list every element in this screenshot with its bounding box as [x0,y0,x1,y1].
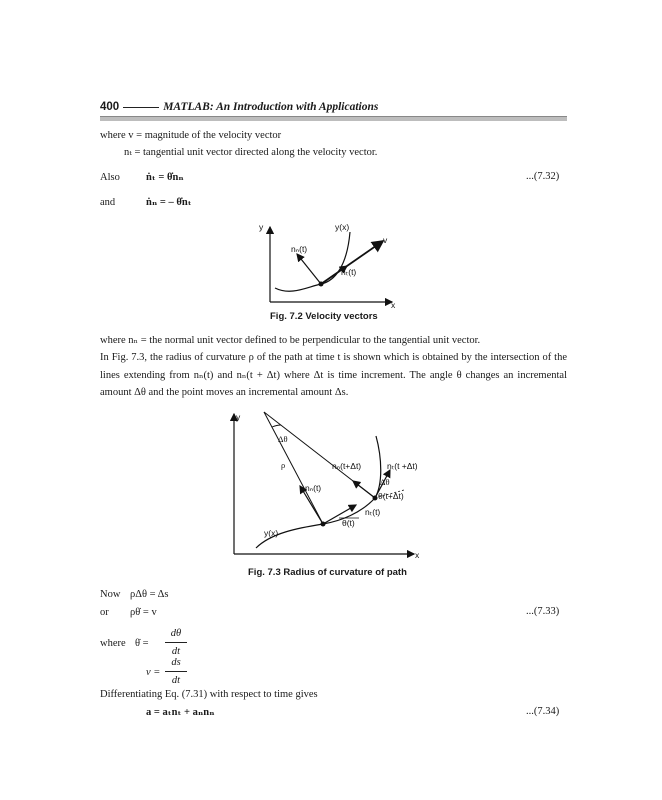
page-number: 400 [100,101,120,113]
fig73-nn-tdt-arrow [353,481,375,498]
fig73-curve-label: y(x) [264,528,279,538]
equation-7-32-b: ṅₙ = – θ̇nₜ [146,197,192,208]
fig73-dtheta-mid: Δθ [380,477,390,487]
fig72-nt-label: nₜ(t) [341,267,357,277]
header-rule [100,116,567,121]
fraction-bar-2 [165,671,187,672]
fig73-x-label: x [415,550,420,560]
now-label: Now [100,589,121,600]
fig73-dtheta-top: Δθ [278,434,288,444]
fig73-radius-line-1 [264,412,323,524]
fig73-nt-t-dt-label: nₜ(t +Δt) [387,461,418,471]
fig73-y-label: y [236,412,241,422]
and-label: and [100,197,116,208]
fig73-caption: Fig. 7.3 Radius of curvature of path [248,567,407,578]
book-title: MATLAB: An Introduction with Applications [163,101,379,113]
fraction-bar-1 [165,642,187,643]
definition-line-nt: nₜ = tangential unit vector directed along the velocity vector. [124,147,378,158]
paragraph-normal-vector: where nₙ = the normal unit vector defined to be perpendicular to the tangential unit vector. [100,335,481,346]
fig73-theta-t-dt-label: θ(t+Δt) [378,491,404,501]
now-equation: ρΔθ = Δs [130,589,169,600]
fig72-nn-arrow [297,254,321,284]
fig73-theta-t-label: θ(t) [342,518,355,528]
final-equation: a = aₜnₜ + aₙnₙ [146,707,215,718]
fig72-v-label: v [383,235,388,245]
equation-number-7-33: ...(7.33) [526,606,560,617]
where-label: where [100,638,126,649]
theta-dot-lhs: θ̇ = [135,638,149,649]
fig72-curve-label: y(x) [335,222,350,232]
differentiating-line: Differentiating Eq. (7.31) with respect to time gives [100,689,318,700]
dtheta-numerator: dθ [170,628,182,639]
fig72-caption: Fig. 7.2 Velocity vectors [270,311,378,322]
v-lhs: v = [146,667,161,678]
paragraph-radius-curvature: In Fig. 7.3, the radius of curvature ρ of the path at time t is shown which is obtained by the intersection of the lines extending from nₙ(t) and nₙ(t + Δt) where Δt is time increment. The angle θ changes an incremental amount Δθ and the point moves an incremental amount Δs. [100,352,567,398]
ds-numerator: ds [171,657,181,668]
definition-line-v: where v = magnitude of the velocity vector [100,130,282,141]
fig72-path-curve [275,232,350,291]
fig73-dtheta-arc [272,425,281,427]
fig73-nn-t-dt-label: nₙ(t+Δt) [332,461,362,471]
also-label: Also [100,172,120,183]
fig73-rho-label: ρ [281,460,286,470]
running-header [100,101,378,113]
equation-7-32-a: ṅₜ = θ̇nₙ [146,172,184,183]
or-label: or [100,607,109,618]
figure-7-3 [226,408,436,568]
dt-denominator-2: dt [171,675,181,686]
header-dash [123,107,159,108]
figure-7-2 [255,218,415,314]
fig73-nt-t-label: nₜ(t) [365,507,381,517]
fig72-x-label: x [391,300,396,310]
or-equation: ρθ̇ = v [130,607,157,618]
fig72-nn-label: nₙ(t) [291,244,308,254]
dt-denominator-1: dt [171,646,181,657]
fig73-nn-t-label: nₙ(t) [305,483,322,493]
equation-number-7-34: ...(7.34) [526,706,560,717]
equation-number-7-32: ...(7.32) [526,171,560,182]
fig72-y-label: y [259,222,264,232]
